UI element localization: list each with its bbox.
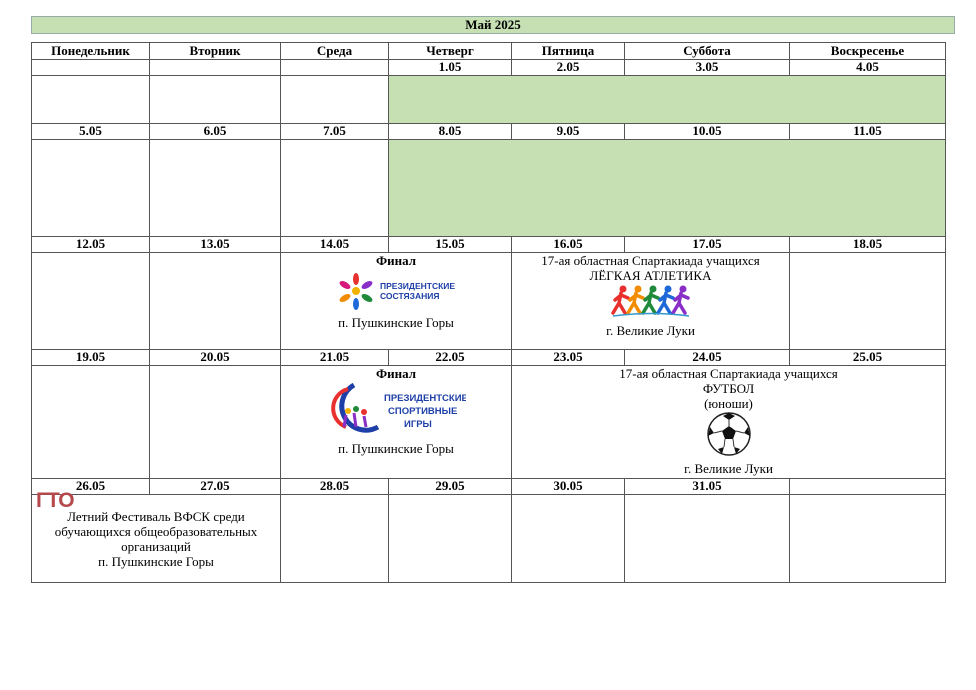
date-cell: [790, 479, 946, 495]
event-cell: [150, 140, 281, 237]
weekday-thursday: Четверг: [389, 43, 512, 60]
event-cell: [389, 495, 512, 583]
event-cell: [32, 76, 150, 124]
event-cell: [790, 253, 946, 350]
event-cell: [150, 366, 281, 479]
date-row-week-4: [32, 350, 946, 366]
date-row-week-5: [32, 479, 946, 495]
date-cell: 21.05: [281, 350, 389, 366]
date-cell: 2.05: [512, 60, 625, 76]
event-row-week-1: [32, 76, 946, 124]
event-place: г. Великие Луки: [684, 461, 773, 476]
event-cell: [32, 140, 150, 237]
date-cell: 23.05: [512, 350, 625, 366]
event-cell: [790, 495, 946, 583]
date-cell: 5.05: [32, 124, 150, 140]
event-presidential-games: [281, 366, 512, 479]
logo-text-line1: ПРЕЗИДЕНТСКИЕ: [380, 281, 456, 291]
event-cell: [150, 253, 281, 350]
event-athletics: [512, 253, 790, 350]
holiday-block: [389, 140, 946, 237]
logo-text-line3: ИГРЫ: [404, 419, 432, 430]
date-cell: [281, 60, 389, 76]
event-cell: [281, 495, 389, 583]
event-place: п. Пушкинские Горы: [338, 315, 454, 330]
event-cell: [281, 76, 389, 124]
event-heading: Финал: [375, 253, 417, 268]
weekday-tuesday: Вторник: [150, 43, 281, 60]
star-figures-icon: [336, 271, 456, 311]
event-cell: [512, 495, 625, 583]
date-cell: 11.05: [790, 124, 946, 140]
event-title: 17-ая областная Спартакиада учащихся: [619, 366, 838, 381]
date-cell: 28.05: [281, 479, 389, 495]
weekday-saturday: Суббота: [625, 43, 790, 60]
date-cell: 8.05: [389, 124, 512, 140]
date-cell: 16.05: [512, 237, 625, 253]
weekday-friday: Пятница: [512, 43, 625, 60]
runners-icon: [611, 283, 691, 319]
event-cell: [32, 253, 150, 350]
date-cell: 17.05: [625, 237, 790, 253]
logo-text-line1: ПРЕЗИДЕНТСКИЕ: [384, 393, 466, 404]
event-category: (юноши): [704, 396, 753, 411]
date-cell: 3.05: [625, 60, 790, 76]
date-cell: 14.05: [281, 237, 389, 253]
gto-logo: ГТО: [36, 489, 74, 512]
date-cell: 13.05: [150, 237, 281, 253]
date-cell: 24.05: [625, 350, 790, 366]
weekday-sunday: Воскресенье: [790, 43, 946, 60]
logo-text-line2: СПОРТИВНЫЕ: [388, 406, 458, 417]
presidential-games-logo: [326, 381, 466, 437]
date-cell: 1.05: [389, 60, 512, 76]
date-cell: 4.05: [790, 60, 946, 76]
event-cell: [150, 76, 281, 124]
event-cell: [32, 366, 150, 479]
event-cell: [281, 140, 389, 237]
calendar-title: Май 2025: [31, 16, 955, 34]
date-cell: 31.05: [625, 479, 790, 495]
date-cell: 25.05: [790, 350, 946, 366]
date-cell: 20.05: [150, 350, 281, 366]
event-line: Летний Фестиваль ВФСК среди: [67, 509, 245, 524]
date-cell: 12.05: [32, 237, 150, 253]
event-cell: [625, 495, 790, 583]
presidential-contests-logo: [336, 271, 456, 315]
holiday-block: [389, 76, 946, 124]
date-cell: 15.05: [389, 237, 512, 253]
event-sport: ЛЁГКАЯ АТЛЕТИКА: [589, 268, 712, 283]
event-sport: ФУТБОЛ: [702, 381, 755, 396]
soccer-ball-icon: [704, 411, 754, 457]
calendar-grid: [31, 42, 946, 583]
logo-text-line2: СОСТЯЗАНИЯ: [380, 291, 440, 301]
event-presidential-contests: [281, 253, 512, 350]
date-cell: [150, 60, 281, 76]
date-cell: 10.05: [625, 124, 790, 140]
date-cell: 30.05: [512, 479, 625, 495]
event-place: п. Пушкинские Горы: [98, 554, 214, 569]
date-cell: 18.05: [790, 237, 946, 253]
date-cell: 29.05: [389, 479, 512, 495]
weekday-header-row: [32, 43, 946, 60]
event-line: организаций: [121, 539, 191, 554]
date-row-week-1: [32, 60, 946, 76]
date-row-week-2: [32, 124, 946, 140]
weekday-monday: Понедельник: [32, 43, 150, 60]
date-cell: 7.05: [281, 124, 389, 140]
date-cell: 6.05: [150, 124, 281, 140]
date-row-week-3: [32, 237, 946, 253]
event-row-week-5: [32, 495, 946, 583]
event-place: г. Великие Луки: [606, 323, 695, 338]
event-place: п. Пушкинские Горы: [338, 441, 454, 456]
date-cell: 19.05: [32, 350, 150, 366]
date-cell: 9.05: [512, 124, 625, 140]
event-row-week-4: [32, 366, 946, 479]
event-football: [512, 366, 946, 479]
date-cell: [32, 60, 150, 76]
event-row-week-3: [32, 253, 946, 350]
date-cell: 26.05: [32, 479, 150, 495]
weekday-wednesday: Среда: [281, 43, 389, 60]
date-cell: 27.05: [150, 479, 281, 495]
event-heading: Финал: [375, 366, 417, 381]
event-title: 17-ая областная Спартакиада учащихся: [541, 253, 760, 268]
date-cell: 22.05: [389, 350, 512, 366]
event-line: обучающихся общеобразовательных: [54, 524, 258, 539]
event-row-week-2: [32, 140, 946, 237]
